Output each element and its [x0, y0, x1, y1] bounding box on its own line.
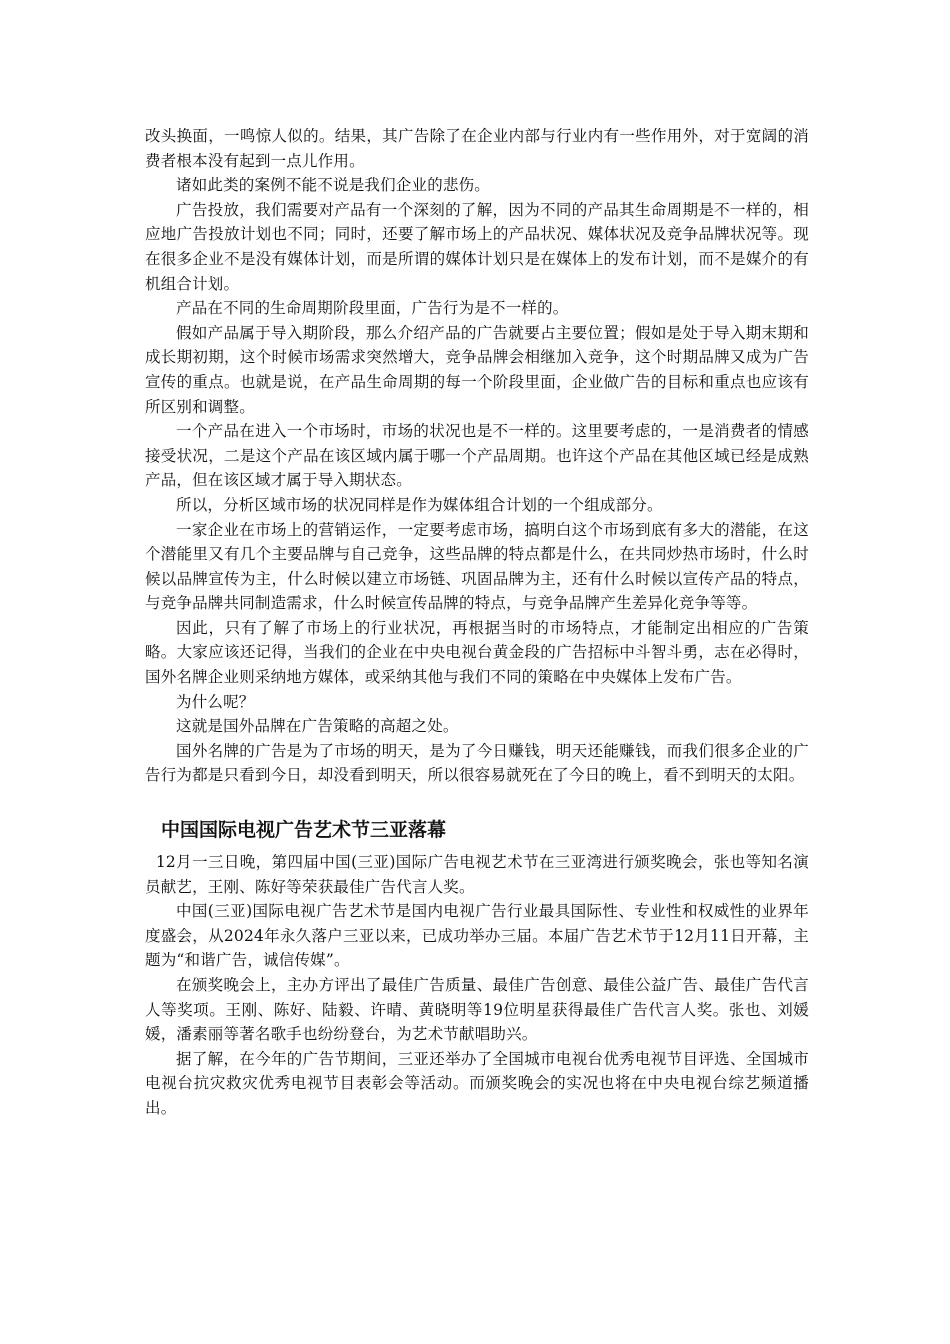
- paragraph: 因此，只有了解了市场上的行业状况，再根据当时的市场特点，才能制定出相应的广告策略。大家应该还记得，当我们的企业在中央电视台黄金段的广告招标中斗智斗勇，志在必得时，国外名牌企业则采纳地方媒体，或采纳其他与我们不同的策略在中央媒体上发布广告。: [145, 618, 809, 687]
- section-heading: 中国国际电视广告艺术节三亚落幕: [161, 819, 447, 842]
- paragraph: 在颁奖晚会上，主办方评出了最佳广告质量、最佳广告创意、最佳公益广告、最佳广告代言人等奖项。王刚、陈好、陆毅、许晴、黄晓明等19位明星获得最佳广告代言人奖。张也、刘媛媛，潘素丽等著名歌手也纷纷登台，为艺术节献唱助兴。: [145, 976, 809, 1044]
- paragraph: 据了解，在今年的广告节期间，三亚还举办了全国城市电视台优秀电视节目评选、全国城市电视台抗灾救灾优秀电视节目表彰会等活动。而颁奖晚会的实况也将在中央电视台综艺频道播出。: [145, 1049, 809, 1117]
- paragraph: 中国(三亚)国际电视广告艺术节是国内电视广告行业最具国际性、专业性和权威性的业界年度盛会，从2024年永久落户三亚以来，已成功举办三届。本届广告艺术节于12月11日开幕，主题为“和谐广告，诚信传媒”。: [145, 902, 809, 970]
- paragraph: 一个产品在进入一个市场时，市场的状况也是不一样的。这里要考虑的，一是消费者的情感接受状况，二是这个产品在该区域内属于哪一个产品周期。也许这个产品在其他区域已经是成熟产品，但在该区域才属于导入期状态。: [145, 422, 809, 490]
- paragraph: 这就是国外品牌在广告策略的高超之处。: [176, 717, 459, 736]
- paragraph: 所以，分析区域市场的状况同样是作为媒体组合计划的一个组成部分。: [176, 495, 663, 514]
- article-body: [145, 124, 809, 788]
- paragraph: 一家企业在市场上的营销运作，一定要考虑市场，搞明白这个市场到底有多大的潜能，在这个潜能里又有几个主要品牌与自己竞争，这些品牌的特点都是什么，在共同炒热市场时，什么时候以品牌宣传为主，什么时候以建立市场链、巩固品牌为主，还有什么时候以宣传产品的特点，与竞争品牌共同制造需求，什么时候宣传品牌的特点，与竞争品牌产生差异化竞争等等。: [145, 520, 809, 613]
- document-page: [145, 124, 809, 1121]
- news-body: [145, 850, 809, 1121]
- paragraph: 国外名牌的广告是为了市场的明天，是为了今日赚钱，明天还能赚钱，而我们很多企业的广告行为都是只看到今日，却没看到明天，所以很容易就死在了今日的晚上，看不到明天的太阳。: [145, 741, 809, 785]
- paragraph: 为什么呢？: [176, 692, 255, 711]
- paragraph: 产品在不同的生命周期阶段里面，广告行为是不一样的。: [176, 299, 569, 318]
- paragraph: 改头换面，一鸣惊人似的。结果，其广告除了在企业内部与行业内有一些作用外，对于宽阔的消费者根本没有起到一点儿作用。: [145, 127, 809, 170]
- paragraph: 广告投放，我们需要对产品有一个深刻的了解，因为不同的产品其生命周期是不一样的，相应地广告投放计划也不同；同时，还要了解市场上的产品状况、媒体状况及竞争品牌状况等。现在很多企业不是没有媒体计划，而是所谓的媒体计划只是在媒体上的发布计划，而不是媒介的有机组合计划。: [145, 200, 809, 293]
- paragraph: 假如产品属于导入期阶段，那么介绍产品的广告就要占主要位置；假如是处于导入期末期和成长期初期，这个时候市场需求突然增大，竞争品牌会相继加入竞争，这个时期品牌又成为广告宣传的重点。也就是说，在产品生命周期的每一个阶段里面，企业做广告的目标和重点也应该有所区别和调整。: [145, 323, 809, 416]
- paragraph: 诸如此类的案例不能不说是我们企业的悲伤。: [176, 176, 491, 195]
- paragraph: 12月一三日晚，第四届中国(三亚)国际广告电视艺术节在三亚湾进行颁奖晚会，张也等知名演员献艺，王刚、陈好等荣获最佳广告代言人奖。: [145, 853, 809, 896]
